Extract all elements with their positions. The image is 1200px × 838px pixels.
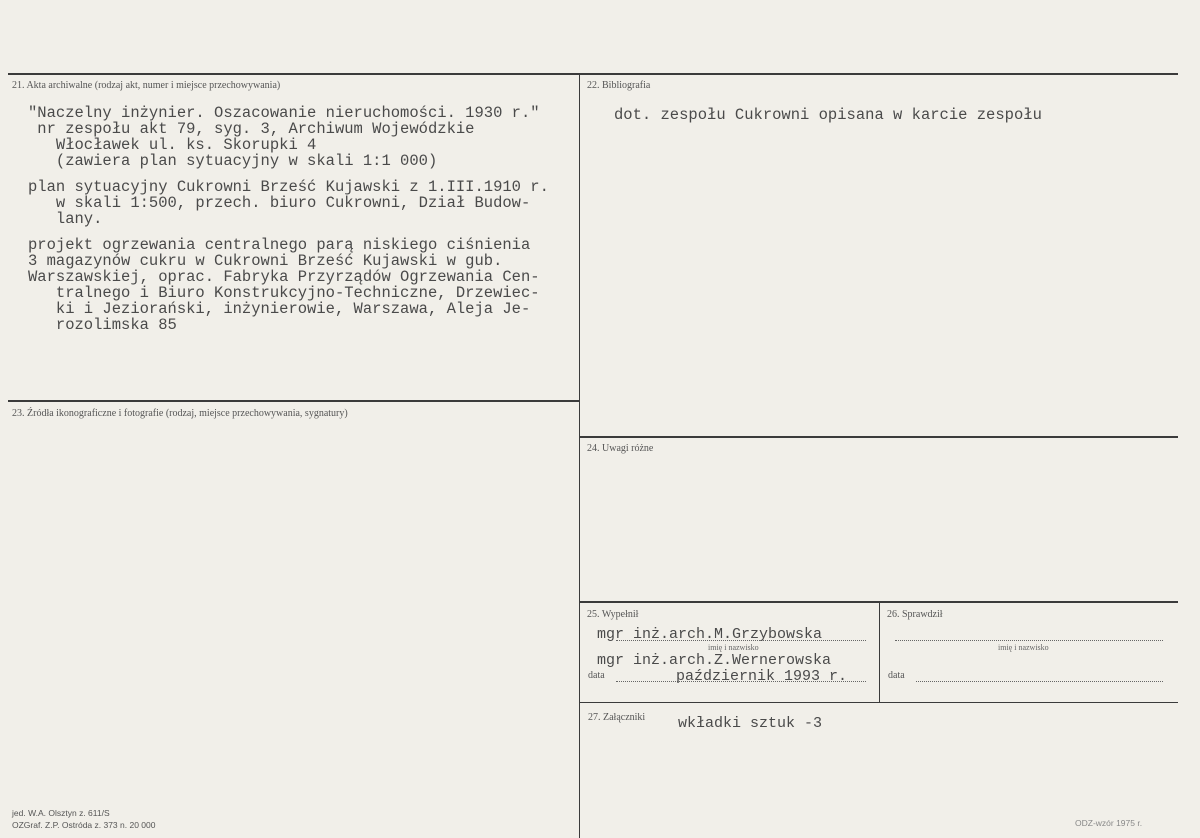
sec25-name1: mgr inż.arch.M.Grzybowska bbox=[597, 626, 823, 643]
sec21-entry2-line2: w skali 1:500, przech. biuro Cukrowni, Dział Budow- bbox=[28, 194, 531, 212]
sec21-entry2-line1: plan sytuacyjny Cukrowni Brześć Kujawski z 1.III.1910 r. bbox=[28, 178, 549, 196]
sec25-date-label: data bbox=[588, 670, 605, 681]
footer-left-2: OZGraf. Z.P. Ostróda z. 373 n. 20 000 bbox=[12, 820, 156, 830]
vertical-divider bbox=[579, 75, 580, 838]
sec27-text: wkładki sztuk -3 bbox=[678, 715, 823, 732]
sec24-rule bbox=[580, 436, 1178, 438]
sec25-caption: imię i nazwisko bbox=[708, 643, 759, 652]
sec26-caption: imię i nazwisko bbox=[998, 643, 1049, 652]
sec21-label: 21. Akta archiwalne (rodzaj akt, numer i miejsce przechowywania) bbox=[12, 80, 281, 91]
sec25-date: październik 1993 r. bbox=[676, 668, 848, 685]
sec26-date-dots bbox=[916, 681, 1163, 682]
sec21-entry1-line3: Włocławek ul. ks. Skorupki 4 bbox=[28, 136, 317, 154]
sec26-label: 26. Sprawdził bbox=[887, 609, 943, 620]
top-rule bbox=[8, 73, 1178, 75]
sec21-entry3-line2: 3 magazynów cukru w Cukrowni Brześć Kujawski w gub. bbox=[28, 252, 503, 270]
sec21-entry1-line1: "Naczelny inżynier. Oszacowanie nieruchomości. 1930 r." bbox=[28, 104, 540, 122]
sec21-entry3-line4: tralnego i Biuro Konstrukcyjno-Techniczne, Drzewiec- bbox=[28, 284, 540, 302]
sec26-name-dots bbox=[895, 640, 1163, 641]
sec21-entry1-line4: (zawiera plan sytuacyjny w skali 1:1 000) bbox=[28, 152, 438, 170]
sec26-date-label: data bbox=[888, 670, 905, 681]
sec27-rule bbox=[580, 702, 1178, 703]
sec21-entry3-line6: rozolimska 85 bbox=[28, 316, 177, 334]
sec23-label: 23. Źródła ikonograficzne i fotografie (rodzaj, miejsce przechowywania, sygnatury) bbox=[12, 408, 348, 419]
sec27-label: 27. Załączniki bbox=[588, 712, 646, 723]
sec21-entry3-line3: Warszawskiej, oprac. Fabryka Przyrządów Ogrzewania Cen- bbox=[28, 268, 540, 286]
footer-left-1: jed. W.A. Olsztyn z. 611/S bbox=[12, 808, 110, 818]
sec22-label: 22. Bibliografia bbox=[587, 80, 651, 91]
sec24-label: 24. Uwagi różne bbox=[587, 443, 654, 454]
sec23-rule bbox=[8, 400, 579, 402]
sec25-label: 25. Wypełnił bbox=[587, 609, 639, 620]
sec21-entry1-line2: nr zespołu akt 79, syg. 3, Archiwum Wojewódzkie bbox=[28, 120, 475, 138]
sec25-26-divider bbox=[879, 603, 880, 702]
sec25-name2: mgr inż.arch.Z.Wernerowska bbox=[597, 652, 832, 669]
sec22-text: dot. zespołu Cukrowni opisana w karcie zespołu bbox=[614, 106, 1042, 124]
sec21-entry3-line5: ki i Jeziorański, inżynierowie, Warszawa, Aleja Je- bbox=[28, 300, 531, 318]
footer-right: ODZ-wzór 1975 r. bbox=[1075, 818, 1143, 828]
sec21-entry3-line1: projekt ogrzewania centralnego parą niskiego ciśnienia bbox=[28, 236, 531, 254]
sec21-entry2-line3: lany. bbox=[28, 210, 103, 228]
